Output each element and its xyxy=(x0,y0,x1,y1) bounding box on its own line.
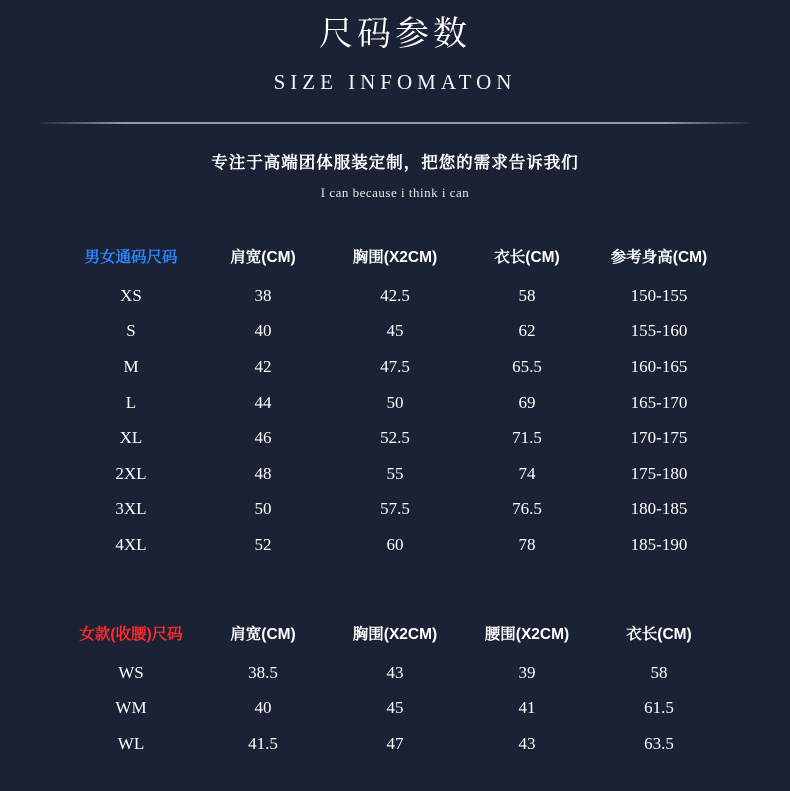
table-row xyxy=(65,655,725,691)
slogan-chinese: 专注于高端团体服装定制，把您的需求告诉我们 xyxy=(211,154,579,172)
column-header-size: 男女通码尺码 xyxy=(84,249,178,266)
cell-size: 2XL xyxy=(115,463,147,483)
cell-shoulder: 46 xyxy=(254,428,272,448)
cell-shoulder: 38.5 xyxy=(248,662,278,682)
column-header-length: 衣长(CM) xyxy=(494,249,560,266)
cell-length: 78 xyxy=(518,534,536,554)
cell-length: 74 xyxy=(518,463,536,483)
column-header-length: 衣长(CM) xyxy=(626,625,692,643)
column-header-chest: 胸围(X2CM) xyxy=(352,249,438,266)
cell-length: 61.5 xyxy=(644,698,674,718)
cell-waist: 41 xyxy=(518,698,536,718)
cell-chest: 55 xyxy=(386,463,404,483)
table-row xyxy=(65,314,725,350)
cell-length: 65.5 xyxy=(512,356,542,376)
cell-size: L xyxy=(125,392,137,412)
table-row xyxy=(65,527,725,563)
cell-shoulder: 40 xyxy=(254,698,272,718)
cell-chest: 47 xyxy=(386,733,404,753)
cell-chest: 45 xyxy=(386,698,404,718)
cell-height: 175-180 xyxy=(630,463,688,483)
cell-waist: 39 xyxy=(518,662,536,682)
table-row xyxy=(65,492,725,528)
women-size-table-wrap xyxy=(0,611,790,762)
cell-chest: 43 xyxy=(386,662,404,682)
cell-size: WL xyxy=(117,733,145,753)
page-title: 尺码参数 xyxy=(319,16,471,53)
cell-height: 180-185 xyxy=(630,499,688,519)
unisex-size-table xyxy=(65,234,725,563)
cell-height: 185-190 xyxy=(630,534,688,554)
cell-size: S xyxy=(126,321,136,341)
slogan-english: I can because i think i can xyxy=(320,185,470,200)
cell-chest: 60 xyxy=(386,534,404,554)
cell-size: WM xyxy=(115,698,147,718)
cell-length: 62 xyxy=(518,321,536,341)
cell-height: 160-165 xyxy=(630,356,688,376)
column-header-height: 参考身高(CM) xyxy=(610,249,708,266)
unisex-size-table-wrap xyxy=(0,234,790,563)
cell-shoulder: 38 xyxy=(254,285,272,305)
cell-chest: 50 xyxy=(386,392,404,412)
cell-length: 76.5 xyxy=(512,499,542,519)
cell-height: 170-175 xyxy=(630,428,688,448)
header-divider xyxy=(40,122,750,124)
cell-chest: 42.5 xyxy=(380,285,410,305)
table-row xyxy=(65,456,725,492)
cell-height: 165-170 xyxy=(630,392,688,412)
cell-shoulder: 48 xyxy=(254,463,272,483)
cell-size: XL xyxy=(119,428,143,448)
cell-waist: 43 xyxy=(518,733,536,753)
table-row xyxy=(65,420,725,456)
cell-shoulder: 50 xyxy=(254,499,272,519)
table-row xyxy=(65,385,725,421)
cell-length: 71.5 xyxy=(512,428,542,448)
cell-chest: 52.5 xyxy=(380,428,410,448)
cell-shoulder: 41.5 xyxy=(248,733,278,753)
cell-height: 155-160 xyxy=(630,321,688,341)
column-header-size: 女款(收腰)尺码 xyxy=(79,625,183,643)
cell-shoulder: 44 xyxy=(254,392,272,412)
cell-chest: 45 xyxy=(386,321,404,341)
table-row xyxy=(65,278,725,314)
table-row xyxy=(65,690,725,726)
cell-length: 58 xyxy=(650,662,668,682)
cell-size: XS xyxy=(120,285,142,305)
cell-chest: 47.5 xyxy=(380,356,410,376)
column-header-waist: 腰围(X2CM) xyxy=(484,625,570,643)
cell-size: WS xyxy=(118,662,144,682)
table-row xyxy=(65,349,725,385)
table-header-row xyxy=(65,234,725,278)
cell-height: 150-155 xyxy=(630,285,688,305)
column-header-chest: 胸围(X2CM) xyxy=(352,625,438,643)
cell-chest: 57.5 xyxy=(380,499,410,519)
cell-size: 4XL xyxy=(115,534,147,554)
column-header-shoulder: 肩宽(CM) xyxy=(230,625,296,643)
cell-shoulder: 52 xyxy=(254,534,272,554)
cell-size: M xyxy=(123,356,139,376)
cell-shoulder: 40 xyxy=(254,321,272,341)
cell-size: 3XL xyxy=(115,499,147,519)
page-header xyxy=(0,0,790,96)
women-size-table xyxy=(65,611,725,762)
cell-length: 69 xyxy=(518,392,536,412)
page-subtitle: SIZE INFOMATON xyxy=(273,70,517,94)
cell-length: 63.5 xyxy=(644,733,674,753)
table-row xyxy=(65,726,725,762)
cell-shoulder: 42 xyxy=(254,356,272,376)
cell-length: 58 xyxy=(518,285,536,305)
table-header-row xyxy=(65,611,725,655)
column-header-shoulder: 肩宽(CM) xyxy=(230,249,296,266)
